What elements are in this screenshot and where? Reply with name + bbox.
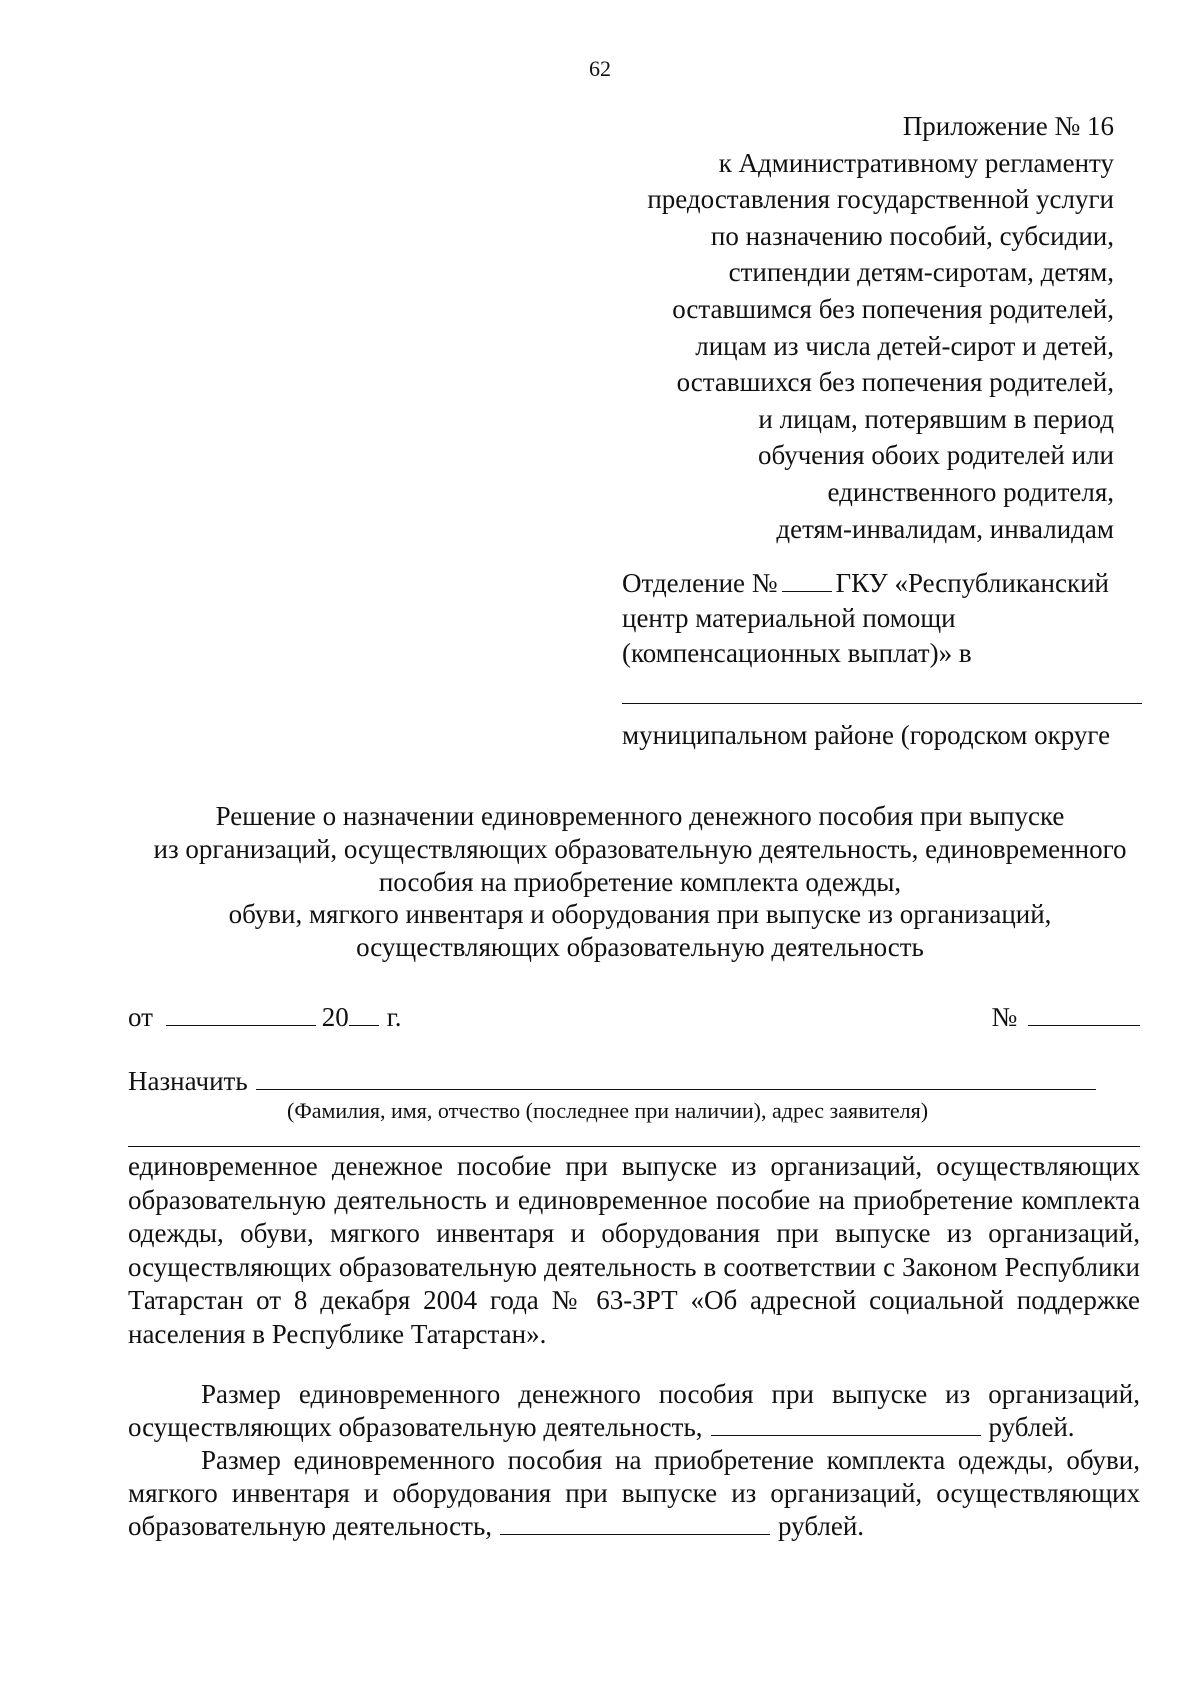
benefit-amount-unit-1: рублей. <box>988 1412 1075 1442</box>
decision-title-line: из организаций, осуществляющих образовательную деятельность, единовременного <box>153 833 1127 864</box>
appendix-line: предоставления государственной услуги <box>647 184 1114 215</box>
decision-number-field[interactable] <box>1028 1003 1140 1026</box>
addressee-line-2: центр материальной помощи <box>622 603 956 633</box>
institution-name-start: ГКУ «Республиканский <box>835 568 1109 598</box>
addressee-block <box>622 566 1142 753</box>
date-year-prefix: 20 <box>321 1002 349 1032</box>
applicant-address-field[interactable] <box>128 1146 1140 1147</box>
page-number: 62 <box>589 56 611 81</box>
appendix-line: детям-инвалидам, инвалидам <box>776 513 1114 544</box>
benefit-amount-paragraph-2 <box>128 1444 1140 1543</box>
appendix-line: обучения обоих родителей или <box>758 440 1114 471</box>
benefit-amount-field-2[interactable] <box>500 1514 770 1535</box>
benefit-amount-field-1[interactable] <box>711 1415 981 1436</box>
decision-number-label: № <box>991 1002 1018 1032</box>
date-day-month-field[interactable] <box>166 1003 316 1026</box>
date-year-field[interactable] <box>349 1003 379 1026</box>
benefit-amounts <box>128 1378 1140 1543</box>
assign-label: Назначить <box>128 1066 248 1096</box>
decision-title <box>100 800 1180 964</box>
benefit-amount-unit-2: рублей. <box>778 1511 865 1541</box>
benefit-amount-text-1: Размер единовременного денежного пособия при выпуске из организаций, осуществляющих образовательную деятельность, <box>128 1379 1140 1442</box>
decision-body-text: единовременное денежное пособие при выпуске из организаций, осуществляющих образовательную деятельность и единовременное пособие на приобретение комплекта одежды, обуви, мягкого инвентаря и оборудования при выпуске из организаций, осуществляющих образовательную деятельность в соответствии с Законом Республики Татарстан от 8 декабря 2004 года № 63-ЗРТ «Об адресной социальной поддержке населения в Республике Татарстан». <box>128 1151 1140 1349</box>
decision-title-line: осуществляющих образовательную деятельность <box>356 932 924 963</box>
decision-title-line: обуви, мягкого инвентаря и оборудования при выпуске из организаций, <box>228 899 1052 930</box>
addressee-line-3: (компенсационных выплат)» в <box>622 638 972 668</box>
decision-title-line: пособия на приобретение комплекта одежды, <box>378 866 902 897</box>
appendix-line: к Административному регламенту <box>718 147 1114 178</box>
date-group <box>128 1002 401 1033</box>
department-number-label: Отделение № <box>622 568 778 598</box>
benefit-amount-text-2: Размер единовременного пособия на приобретение комплекта одежды, обуви, мягкого инвентаря и оборудования при выпуске из организаций, осуществляющих образовательную деятельность, <box>128 1445 1140 1541</box>
department-number-field[interactable] <box>782 571 832 592</box>
decision-title-line: Решение о назначении единовременного денежного пособия при выпуске <box>215 801 1065 831</box>
appendix-line: Приложение № 16 <box>902 111 1114 141</box>
addressee-line-1 <box>622 566 1142 601</box>
appendix-line: оставшихся без попечения родителей, <box>676 367 1114 398</box>
decision-number-group <box>991 1002 1140 1033</box>
municipality-field[interactable] <box>622 683 1142 704</box>
appendix-line: по назначению пособий, субсидии, <box>710 220 1114 251</box>
appendix-line: и лицам, потерявшим в период <box>758 403 1114 434</box>
appendix-line: стипендии детям-сиротам, детям, <box>728 257 1114 288</box>
appendix-line: лицам из числа детей-сирот и детей, <box>695 330 1114 361</box>
applicant-field-hint: (Фамилия, имя, отчество (последнее при наличии), адрес заявителя) <box>287 1098 929 1123</box>
district-label: муниципальном районе (городском округе <box>622 720 1111 750</box>
date-from-label: от <box>128 1002 153 1032</box>
appendix-line: оставшимся без попечения родителей, <box>672 293 1114 324</box>
applicant-name-field[interactable] <box>256 1067 1096 1090</box>
appendix-line: единственного родителя, <box>827 476 1114 507</box>
assign-row <box>128 1066 1140 1097</box>
date-year-suffix: г. <box>386 1002 402 1032</box>
appendix-header <box>494 108 1114 547</box>
benefit-amount-paragraph-1 <box>128 1378 1140 1444</box>
